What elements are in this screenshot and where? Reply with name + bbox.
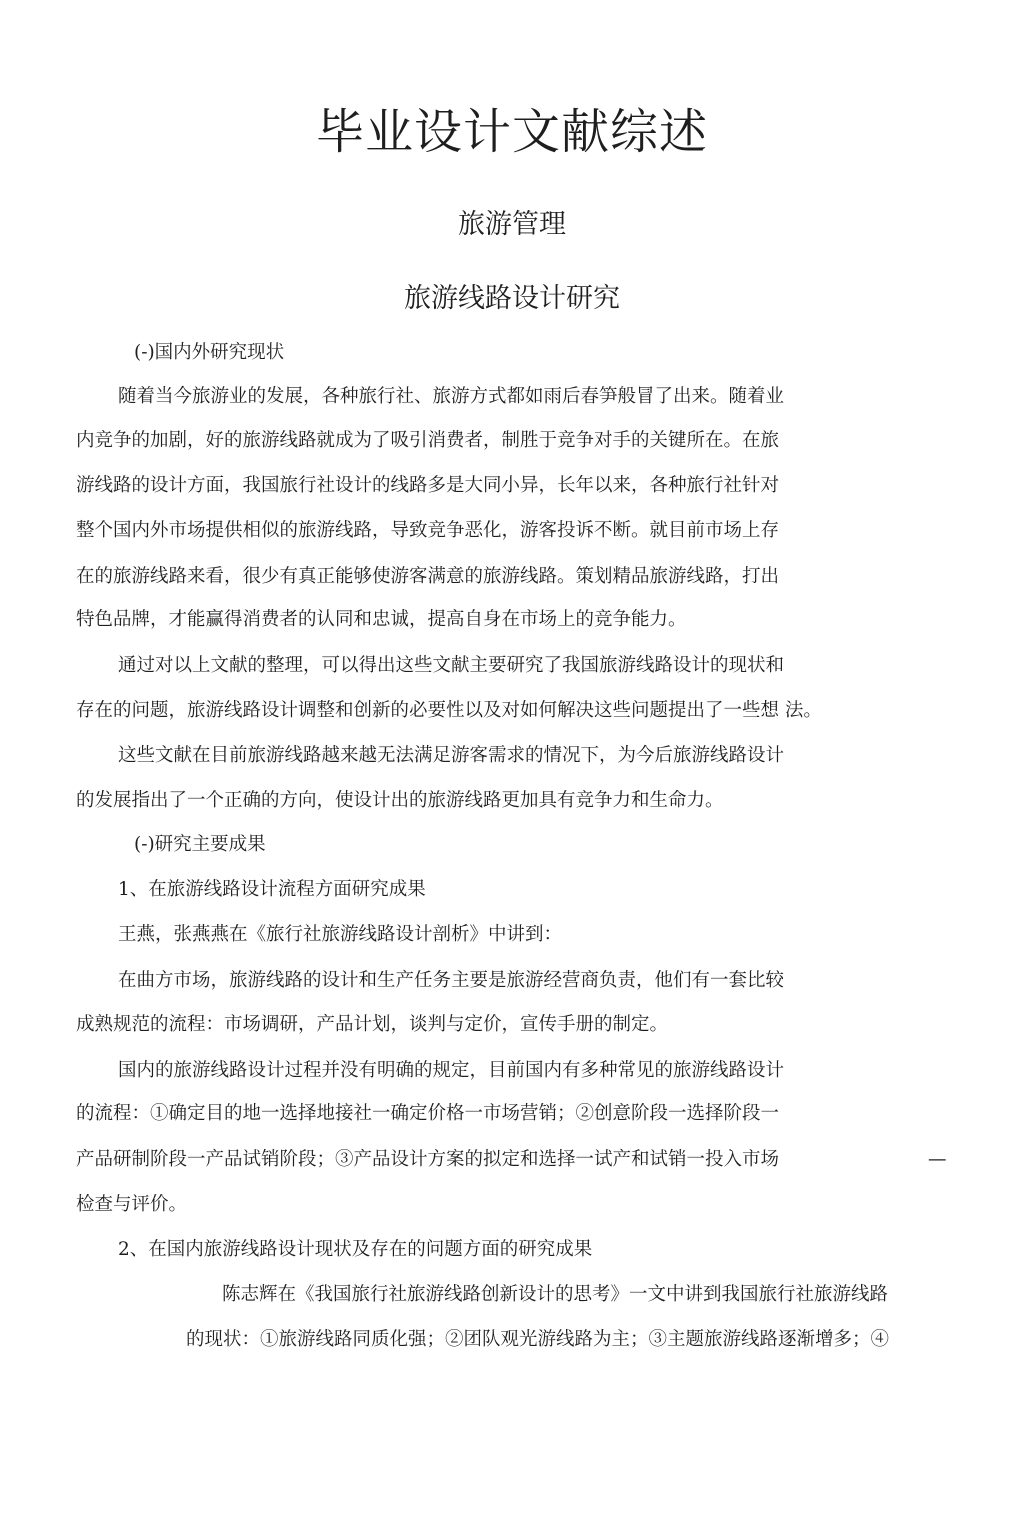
paragraph-line: 特色品牌，才能赢得消费者的认同和忠诚，提高自身在市场上的竞争能力。 [76,609,687,630]
document-subtitle: 旅游管理 [458,209,566,240]
paragraph-line: 通过对以上文献的整理，可以得出这些文献主要研究了我国旅游线路设计的现状和 [118,655,785,676]
paragraph-line: 在的旅游线路来看，很少有真正能够使游客满意的旅游线路。策划精品旅游线路，打出 [76,566,780,587]
paragraph-line: 在曲方市场，旅游线路的设计和生产任务主要是旅游经营商负责，他们有一套比较 [118,970,785,991]
document-topic: 旅游线路设计研究 [404,283,620,314]
paragraph-line: 整个国内外市场提供相似的旅游线路，导致竞争恶化，游客投诉不断。就目前市场上存 [76,520,780,541]
paragraph-line: 陈志辉在《我国旅行社旅游线路创新设计的思考》一文中讲到我国旅行社旅游线路 [222,1284,889,1305]
paragraph-line: 内竞争的加剧，好的旅游线路就成为了吸引消费者，制胜于竞争对手的关键所在。在旅 [76,430,780,451]
citation-line: 王燕，张燕燕在《旅行社旅游线路设计剖析》中讲到： [118,924,563,945]
item-heading: 2、在国内旅游线路设计现状及存在的问题方面的研究成果 [118,1239,593,1260]
item-heading: 1、在旅游线路设计流程方面研究成果 [118,879,426,900]
paragraph-line: 的现状：①旅游线路同质化强；②团队观光游线路为主；③主题旅游线路逐渐增多；④ [186,1329,890,1350]
paragraph-line: 检查与评价。 [76,1194,188,1215]
paragraph-line: 的流程：①确定目的地一选择地接社一确定价格一市场营销；②创意阶段一选择阶段一 [76,1103,780,1124]
section-heading-results: (-)研究主要成果 [134,834,266,855]
paragraph-line: 随着当今旅游业的发展，各种旅行社、旅游方式都如雨后春笋般冒了出来。随着业 [118,386,785,407]
paragraph-line: 存在的问题，旅游线路设计调整和创新的必要性以及对如何解决这些问题提出了一些想 法。 [76,700,822,721]
paragraph-line: 这些文献在目前旅游线路越来越无法满足游客需求的情况下，为今后旅游线路设计 [118,745,785,766]
paragraph-line: 国内的旅游线路设计过程并没有明确的规定，目前国内有多种常见的旅游线路设计 [118,1060,785,1081]
paragraph-line: 的发展指出了一个正确的方向，使设计出的旅游线路更加具有竞争力和生命力。 [76,790,724,811]
trailing-dash: — [928,1149,947,1170]
paragraph-line: 成熟规范的流程：市场调研，产品计划，谈判与定价，宣传手册的制定。 [76,1014,669,1035]
paragraph-line: 产品研制阶段一产品试销阶段；③产品设计方案的拟定和选择一试产和试销一投入市场 [76,1149,780,1170]
section-heading-status: (-)国内外研究现状 [134,342,285,363]
document-title: 毕业设计文献综述 [315,104,708,160]
paragraph-line: 游线路的设计方面，我国旅行社设计的线路多是大同小异，长年以来，各种旅行社针对 [76,475,780,496]
